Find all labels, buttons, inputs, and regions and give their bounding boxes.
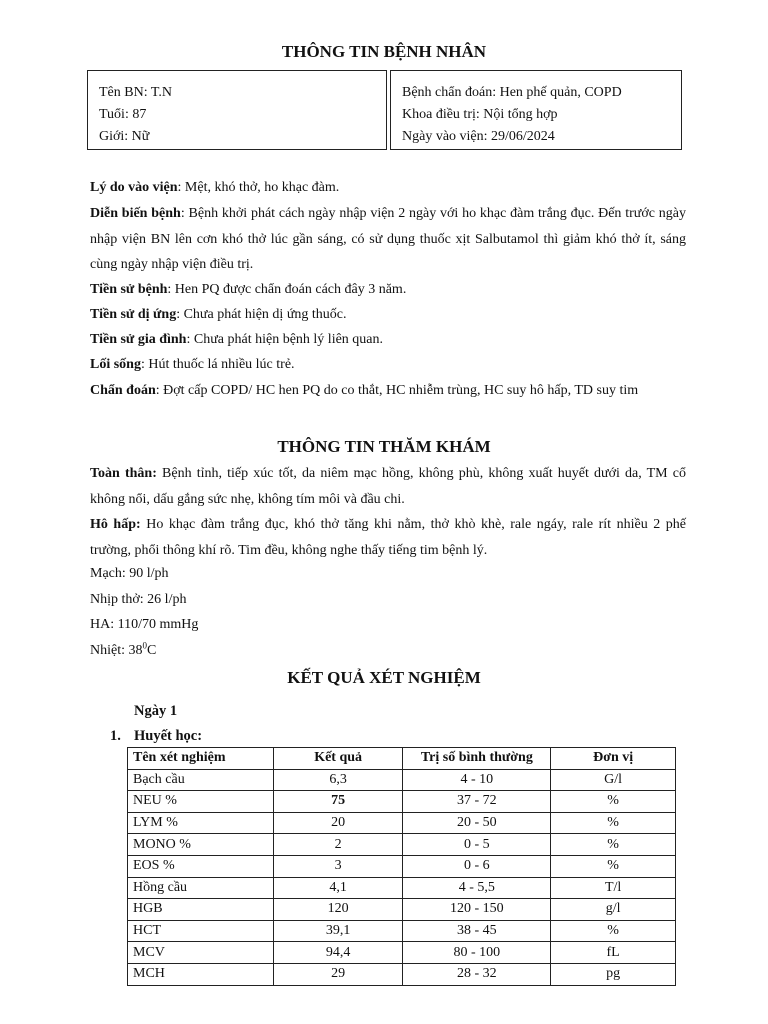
table-row <box>128 834 676 856</box>
table-row <box>128 812 676 834</box>
pulse-value: Mạch: 90 l/ph <box>90 566 169 581</box>
blood-pressure-value: HA: 110/70 mmHg <box>90 617 199 632</box>
general-exam-paragraph <box>90 461 686 512</box>
family-history-text: : Chưa phát hiện bệnh lý liên quan. <box>186 332 384 347</box>
cell-unit: % <box>551 834 676 856</box>
table-header-row <box>128 748 676 770</box>
cell-test-name: MCV <box>128 942 274 964</box>
progress-text: : Bệnh khởi phát cách ngày nhập viện 2 ngày với ho khạc đàm trắng đục. Đến trước ngày nhập viện BN lên cơn khó thở lúc gần sáng, có sử dụng thuốc xịt Salbutamol thì giảm khó thở ít, sáng cùng ngày nhập viện điều trị. <box>90 206 686 272</box>
cell-unit: g/l <box>551 899 676 921</box>
cell-unit: fL <box>551 942 676 964</box>
diagnosis-text: : Đợt cấp COPD/ HC hen PQ do co thắt, HC nhiễm trùng, HC suy hô hấp, TD suy tim <box>155 383 639 398</box>
cell-test-name: HGB <box>128 899 274 921</box>
respiratory-exam-text: Ho khạc đàm trắng đục, khó thở tăng khi nằm, thở khò khè, rale ngáy, rale rít nhiều 2 phế trường, phổi thông khí rõ. Tim đều, không nghe thấy tiếng tim bệnh lý. <box>90 517 687 558</box>
allergy-label: Tiền sử dị ứng <box>90 307 177 322</box>
allergy-line <box>90 307 347 323</box>
cell-result: 20 <box>273 812 403 834</box>
cell-test-name: Hồng cầu <box>128 877 274 899</box>
progress-paragraph <box>90 201 686 278</box>
past-history-text: : Hen PQ được chẩn đoán cách đây 3 năm. <box>167 282 407 297</box>
cell-result: 75 <box>273 791 403 813</box>
cell-result: 39,1 <box>273 920 403 942</box>
page-title: THÔNG TIN BỆNH NHÂN <box>281 42 487 61</box>
hematology-table <box>127 747 676 986</box>
cell-unit: % <box>551 812 676 834</box>
diagnosis-field: Bệnh chẩn đoán: Hen phế quản, COPD <box>402 85 622 100</box>
patient-info-box <box>87 70 387 150</box>
cell-result: 4,1 <box>273 877 403 899</box>
cell-normal-range: 20 - 50 <box>403 812 551 834</box>
reason-text: : Mệt, khó thở, ho khạc đàm. <box>177 180 340 195</box>
exam-title: THÔNG TIN THĂM KHÁM <box>277 437 491 456</box>
cell-unit: % <box>551 855 676 877</box>
diagnosis-label: Chẩn đoán <box>90 383 156 398</box>
table-row <box>128 791 676 813</box>
progress-label: Diễn biến bệnh <box>90 206 181 221</box>
allergy-text: : Chưa phát hiện dị ứng thuốc. <box>176 307 347 322</box>
admission-date-field: Ngày vào viện: 29/06/2024 <box>402 129 555 144</box>
cell-unit: T/l <box>551 877 676 899</box>
cell-test-name: MONO % <box>128 834 274 856</box>
cell-normal-range: 37 - 72 <box>403 791 551 813</box>
patient-age: Tuổi: 87 <box>99 107 147 122</box>
vital-signs <box>90 566 198 668</box>
cell-unit: % <box>551 920 676 942</box>
cell-test-name: Bạch cầu <box>128 769 274 791</box>
header-test-name: Tên xét nghiệm <box>128 748 274 770</box>
diagnosis-line <box>90 383 638 399</box>
respiratory-exam-label: Hô hấp: <box>90 517 141 532</box>
cell-unit: % <box>551 791 676 813</box>
respiratory-exam-paragraph <box>90 512 686 563</box>
lifestyle-label: Lối sống <box>90 357 141 372</box>
cell-normal-range: 4 - 5,5 <box>403 877 551 899</box>
general-exam-text: Bệnh tỉnh, tiếp xúc tốt, da niêm mạc hồng, không phù, không xuất huyết dưới da, TM cổ không nổi, dấu gắng sức nhẹ, không tím môi và đầu chi. <box>90 466 686 507</box>
section-number: 1. <box>110 728 121 744</box>
lifestyle-line <box>90 357 295 373</box>
section-title: Huyết học: <box>134 728 203 744</box>
header-result: Kết quả <box>273 748 403 770</box>
patient-name: Tên BN: T.N <box>99 85 172 100</box>
cell-unit: pg <box>551 963 676 985</box>
day-label: Ngày 1 <box>134 703 178 719</box>
table-row <box>128 769 676 791</box>
table-row <box>128 963 676 985</box>
cell-normal-range: 80 - 100 <box>403 942 551 964</box>
past-history-line <box>90 282 406 298</box>
temperature-value: Nhiệt: $38^0C$ <box>90 639 157 658</box>
department-field: Khoa điều trị: Nội tổng hợp <box>402 107 558 122</box>
reason-line <box>90 180 339 196</box>
family-history-line <box>90 332 383 348</box>
lab-results-title: KẾT QUẢ XÉT NGHIỆM <box>287 668 481 687</box>
table-row <box>128 877 676 899</box>
family-history-label: Tiền sử gia đình <box>90 332 187 347</box>
cell-result: 29 <box>273 963 403 985</box>
cell-normal-range: 28 - 32 <box>403 963 551 985</box>
header-unit: Đơn vị <box>551 748 676 770</box>
cell-result: 94,4 <box>273 942 403 964</box>
cell-result: 2 <box>273 834 403 856</box>
cell-test-name: EOS % <box>128 855 274 877</box>
admission-info-box <box>390 70 682 150</box>
header-normal-range: Trị số bình thường <box>403 748 551 770</box>
cell-test-name: NEU % <box>128 791 274 813</box>
cell-normal-range: 120 - 150 <box>403 899 551 921</box>
cell-test-name: LYM % <box>128 812 274 834</box>
cell-test-name: MCH <box>128 963 274 985</box>
reason-label: Lý do vào viện <box>90 180 178 195</box>
cell-normal-range: 0 - 5 <box>403 834 551 856</box>
cell-normal-range: 38 - 45 <box>403 920 551 942</box>
cell-normal-range: 4 - 10 <box>403 769 551 791</box>
lifestyle-text: : Hút thuốc lá nhiều lúc trẻ. <box>140 357 295 372</box>
cell-unit: G/l <box>551 769 676 791</box>
table-row <box>128 855 676 877</box>
table-row <box>128 920 676 942</box>
cell-result: 120 <box>273 899 403 921</box>
general-exam-label: Toàn thân: <box>90 466 157 481</box>
patient-sex: Giới: Nữ <box>99 129 150 144</box>
respiratory-rate-value: Nhịp thở: 26 l/ph <box>90 591 187 607</box>
cell-normal-range: 0 - 6 <box>403 855 551 877</box>
cell-test-name: HCT <box>128 920 274 942</box>
cell-result: 6,3 <box>273 769 403 791</box>
table-row <box>128 942 676 964</box>
table-row <box>128 899 676 921</box>
past-history-label: Tiền sử bệnh <box>90 282 168 297</box>
cell-result: 3 <box>273 855 403 877</box>
